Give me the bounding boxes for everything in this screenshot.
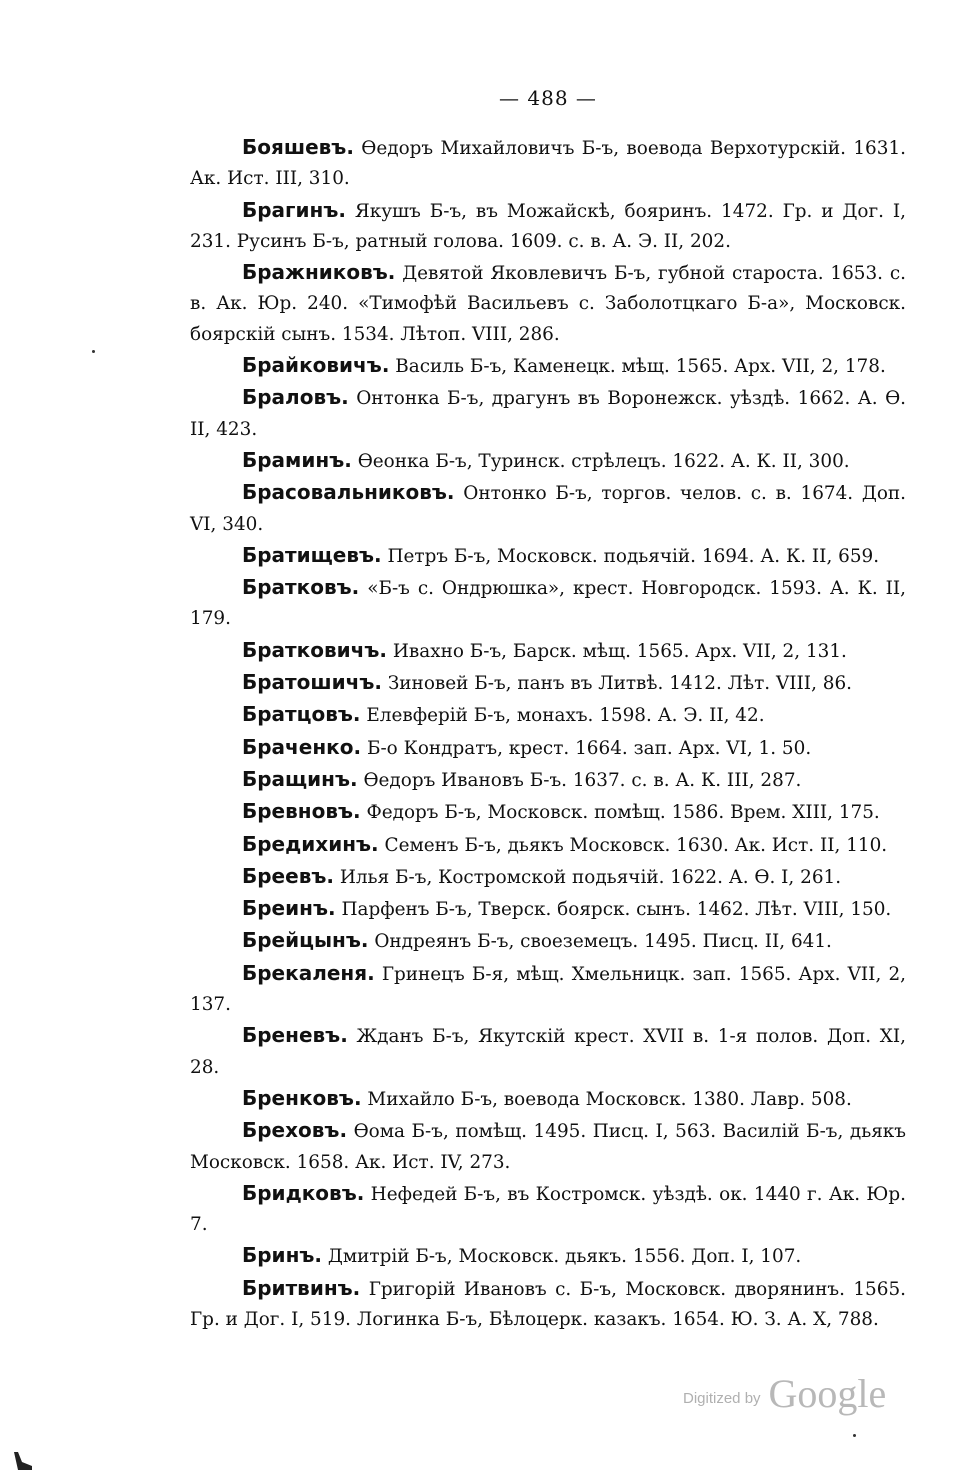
entry-headword: Брейцынъ. [242,928,369,953]
entry-text: Михайло Б-ъ, воевода Московск. 1380. Лавр. 508. [361,1088,852,1110]
dictionary-entry [190,925,906,957]
entry-headword: Брагинъ. [242,197,346,222]
dictionary-entry [190,540,906,572]
entry-text: Якушъ Б-ъ, въ Можайскѣ, бояринъ. 1472. Гр. и Дог. I, 231. Русинъ Б-ъ, ратный голова. 1609. с. в. А. Э. II, 202. [190,200,906,252]
dictionary-entry [190,445,906,477]
dictionary-entry [190,732,906,764]
dictionary-entry [190,893,906,925]
entry-text: Григорій Ивановъ с. Б-ъ, Московск. дворянинъ. 1565. Гр. и Дог. I, 519. Логинка Б-ъ, Бѣлоцерк. казакъ. 1654. Ю. З. А. X, 788. [190,1278,906,1330]
entry-text: Дмитрій Б-ъ, Московск. дьякъ. 1556. Доп. I, 107. [322,1246,802,1268]
digitized-watermark [683,1370,886,1417]
entry-text: Б-о Кондратъ, крест. 1664. зап. Арх. VI, 1. 50. [361,737,812,759]
entry-text: Өома Б-ъ, помѣщ. 1495. Писц. I, 563. Василій Б-ъ, дьякъ Московск. 1658. Ак. Ист. IV, 273. [190,1121,906,1173]
dictionary-entry [190,1273,906,1336]
dictionary-entry [190,1020,906,1083]
entry-headword: Бращинъ. [242,766,358,791]
entry-text: Василь Б-ъ, Каменецк. мѣщ. 1565. Арх. VII, 2, 178. [389,356,886,378]
dictionary-entry [190,132,906,195]
entry-headword: Браченко. [242,734,362,759]
entry-text: Онтонка Б-ъ, драгунъ въ Воронежск. уѣздѣ. 1662. А. Ө. II, 423. [190,388,906,440]
dictionary-entry [190,382,906,445]
dictionary-entry [190,699,906,731]
entry-headword: Брасовальниковъ. [242,480,455,505]
dictionary-entry [190,764,906,796]
entry-headword: Бревновъ. [242,799,361,824]
entry-headword: Бренковъ. [242,1085,362,1110]
entry-text: Жданъ Б-ъ, Якутскій крест. XVII в. 1-я полов. Доп. XI, 28. [190,1026,906,1078]
entry-headword: Бринъ. [242,1243,323,1268]
entry-text: Ондреянъ Б-ъ, своеземецъ. 1495. Писц. II, 641. [368,931,832,953]
entry-text: Петръ Б-ъ, Московск. подьячій. 1694. А. К. II, 659. [381,545,880,567]
dictionary-entry [190,796,906,828]
entry-headword: Бреинъ. [242,896,336,921]
dictionary-entry [190,257,906,350]
dictionary-entry [190,572,906,635]
dictionary-entry [190,1178,906,1241]
entry-headword: Бреевъ. [242,863,334,888]
dictionary-entry [190,195,906,258]
dictionary-entry [190,635,906,667]
entry-headword: Браминъ. [242,447,352,472]
entry-headword: Бреневъ. [242,1023,348,1048]
entry-text: Девятой Яковлевичъ Б-ъ, губной староста. 1653. с. в. Ак. Юр. 240. «Тимофѣй Васильевъ с. Заболотцкаго Б-а», Московск. боярскій сынъ. 1534. Лѣтоп. VIII, 286. [190,263,906,345]
entry-text: «Б-ъ с. Ондрюшка», крест. Новгородск. 1593. А. К. II, 179. [190,578,906,630]
page-number: — 488 — [499,86,597,110]
digitized-label: Digitized by [683,1390,761,1407]
entry-headword: Братцовъ. [242,702,361,727]
dictionary-entry [190,829,906,861]
entry-headword: Бражниковъ. [242,260,396,285]
entry-text: Өедоръ Михайловичъ Б-ъ, воевода Верхотурскій. 1631. Ак. Ист. III, 310. [190,138,906,190]
entry-text: Елевферій Б-ъ, монахъ. 1598. А. Э. II, 42. [360,705,765,727]
entry-headword: Бредихинъ. [242,831,379,856]
entry-text: Гринецъ Б-я, мѣщ. Хмельницк. зап. 1565. Арх. VII, 2, 137. [190,963,906,1016]
entry-headword: Братошичъ. [242,670,382,695]
entry-text: Онтонко Б-ъ, торгов. челов. с. в. 1674. Доп. VI, 340. [190,483,906,535]
margin-speck [853,1434,856,1437]
dictionary-entry [190,1240,906,1272]
dictionary-entry [190,350,906,382]
entry-text: Зиновей Б-ъ, панъ въ Литвѣ. 1412. Лѣт. VIII, 86. [382,673,853,695]
entry-headword: Бреховъ. [242,1118,348,1143]
entry-headword: Братковичъ. [242,637,387,662]
entry-headword: Бритвинъ. [242,1275,361,1300]
margin-speck [92,350,95,353]
entry-text: Парфенъ Б-ъ, Тверск. боярск. сынъ. 1462. Лѣт. VIII, 150. [335,899,892,921]
dictionary-entry [190,861,906,893]
entry-headword: Браловъ. [242,385,349,410]
entry-text: Ивахно Б-ъ, Барск. мѣщ. 1565. Арх. VII, 2, 131. [387,640,847,662]
entry-text: Нефедей Б-ъ, въ Костромск. уѣздѣ. ок. 1440 г. Ак. Юр. 7. [190,1183,906,1236]
dictionary-entry [190,958,906,1021]
corner-arrow-icon [12,1450,34,1472]
entry-headword: Братищевъ. [242,542,382,567]
dictionary-entry [190,1083,906,1115]
entry-headword: Брайковичъ. [242,353,390,378]
dictionary-entry [190,477,906,540]
entry-text: Өедоръ Ивановъ Б-ъ. 1637. с. в. А. К. III, 287. [357,769,802,791]
entry-text: Илья Б-ъ, Костромской подьячій. 1622. А. Ө. I, 261. [333,866,842,888]
dictionary-entry [190,1115,906,1178]
entry-text: Өеонка Б-ъ, Туринск. стрѣлецъ. 1622. А. К. II, 300. [351,450,850,472]
google-logo: Google [768,1371,887,1416]
entry-headword: Бояшевъ. [242,135,354,159]
entry-headword: Брекаленя. [242,960,375,985]
entry-text: Федоръ Б-ъ, Московск. помѣщ. 1586. Врем. XIII, 175. [360,802,880,824]
entry-headword: Братковъ. [242,575,360,600]
entry-text: Семенъ Б-ъ, дьякъ Московск. 1630. Ак. Ист. II, 110. [378,834,888,856]
dictionary-entries [190,132,906,1335]
entry-headword: Бридковъ. [242,1180,365,1205]
dictionary-entry [190,667,906,699]
